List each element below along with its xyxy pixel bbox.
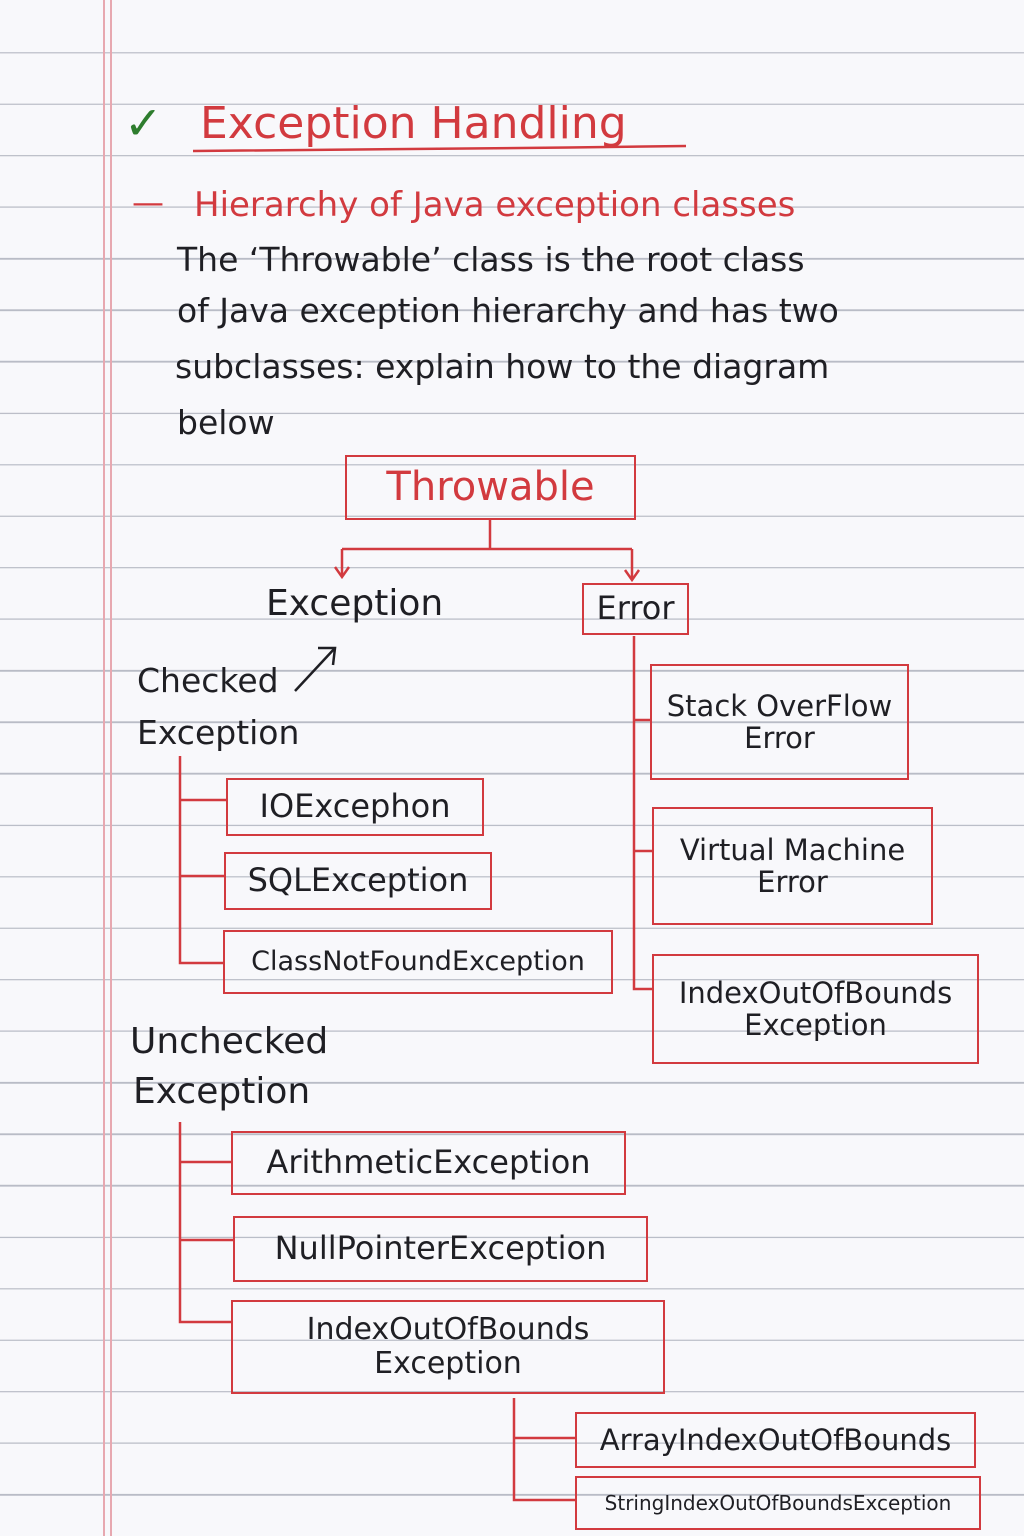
arithmetic-box xyxy=(231,1131,626,1195)
classnotfound-label: ClassNotFoundException xyxy=(251,945,585,977)
intro-line-1: The ‘Throwable’ class is the root class xyxy=(177,240,805,279)
error-indexoutofbounds-label-line-1: IndexOutOfBounds xyxy=(678,975,953,1010)
unchecked-indexoutofbounds-label-line-1: IndexOutOfBounds xyxy=(306,1312,590,1348)
checked-label-line-2: Exception xyxy=(137,713,300,752)
unchecked-label-line-2: Exception xyxy=(133,1071,311,1112)
nullpointer-label: NullPointerException xyxy=(274,1229,607,1268)
throwable-box xyxy=(345,455,636,520)
exception-label: Exception xyxy=(266,583,444,624)
virtualmachine-box xyxy=(652,807,933,925)
page-title: Exception Handling xyxy=(200,98,627,149)
ioexception-box xyxy=(226,778,484,836)
ioexception-label: IOExcephon xyxy=(259,787,451,826)
check-mark: ✓ xyxy=(124,96,163,150)
unchecked-label-line-1: Unchecked xyxy=(130,1021,329,1062)
subheading: Hierarchy of Java exception classes xyxy=(194,185,796,225)
sqlexception-label: SQLException xyxy=(247,861,469,900)
arrayindex-label: ArrayIndexOutOfBounds xyxy=(599,1422,952,1457)
intro-line-2: of Java exception hierarchy and has two xyxy=(177,291,839,330)
virtualmachine-label-line-2: Error xyxy=(757,865,828,899)
error-indexoutofbounds-label-line-2: Exception xyxy=(744,1008,887,1042)
stackoverflow-label-line-2: Error xyxy=(744,721,815,755)
checked-label-line-1: Checked xyxy=(137,661,279,700)
error-box xyxy=(582,583,689,635)
intro-line-4: below xyxy=(177,403,275,442)
intro-line-3: subclasses: explain how to the diagram xyxy=(175,347,830,386)
sqlexception-box xyxy=(224,852,492,910)
stringindex-label: StringIndexOutOfBoundsException xyxy=(604,1490,952,1515)
unchecked-indexoutofbounds-box xyxy=(231,1300,665,1394)
arithmetic-label: ArithmeticException xyxy=(266,1143,591,1182)
stackoverflow-label-line-1: Stack OverFlow xyxy=(666,688,893,723)
subheading-dash: — xyxy=(132,183,164,221)
classnotfound-box xyxy=(223,930,613,994)
error-indexoutofbounds-box xyxy=(652,954,979,1064)
arrayindex-box xyxy=(575,1412,976,1468)
virtualmachine-label-line-1: Virtual Machine xyxy=(679,832,906,867)
unchecked-indexoutofbounds-label-line-2: Exception xyxy=(374,1346,522,1381)
throwable-label: Throwable xyxy=(386,464,595,511)
stringindex-box xyxy=(575,1476,981,1530)
nullpointer-box xyxy=(233,1216,648,1282)
error-label: Error xyxy=(596,589,675,628)
stackoverflow-box xyxy=(650,664,909,780)
